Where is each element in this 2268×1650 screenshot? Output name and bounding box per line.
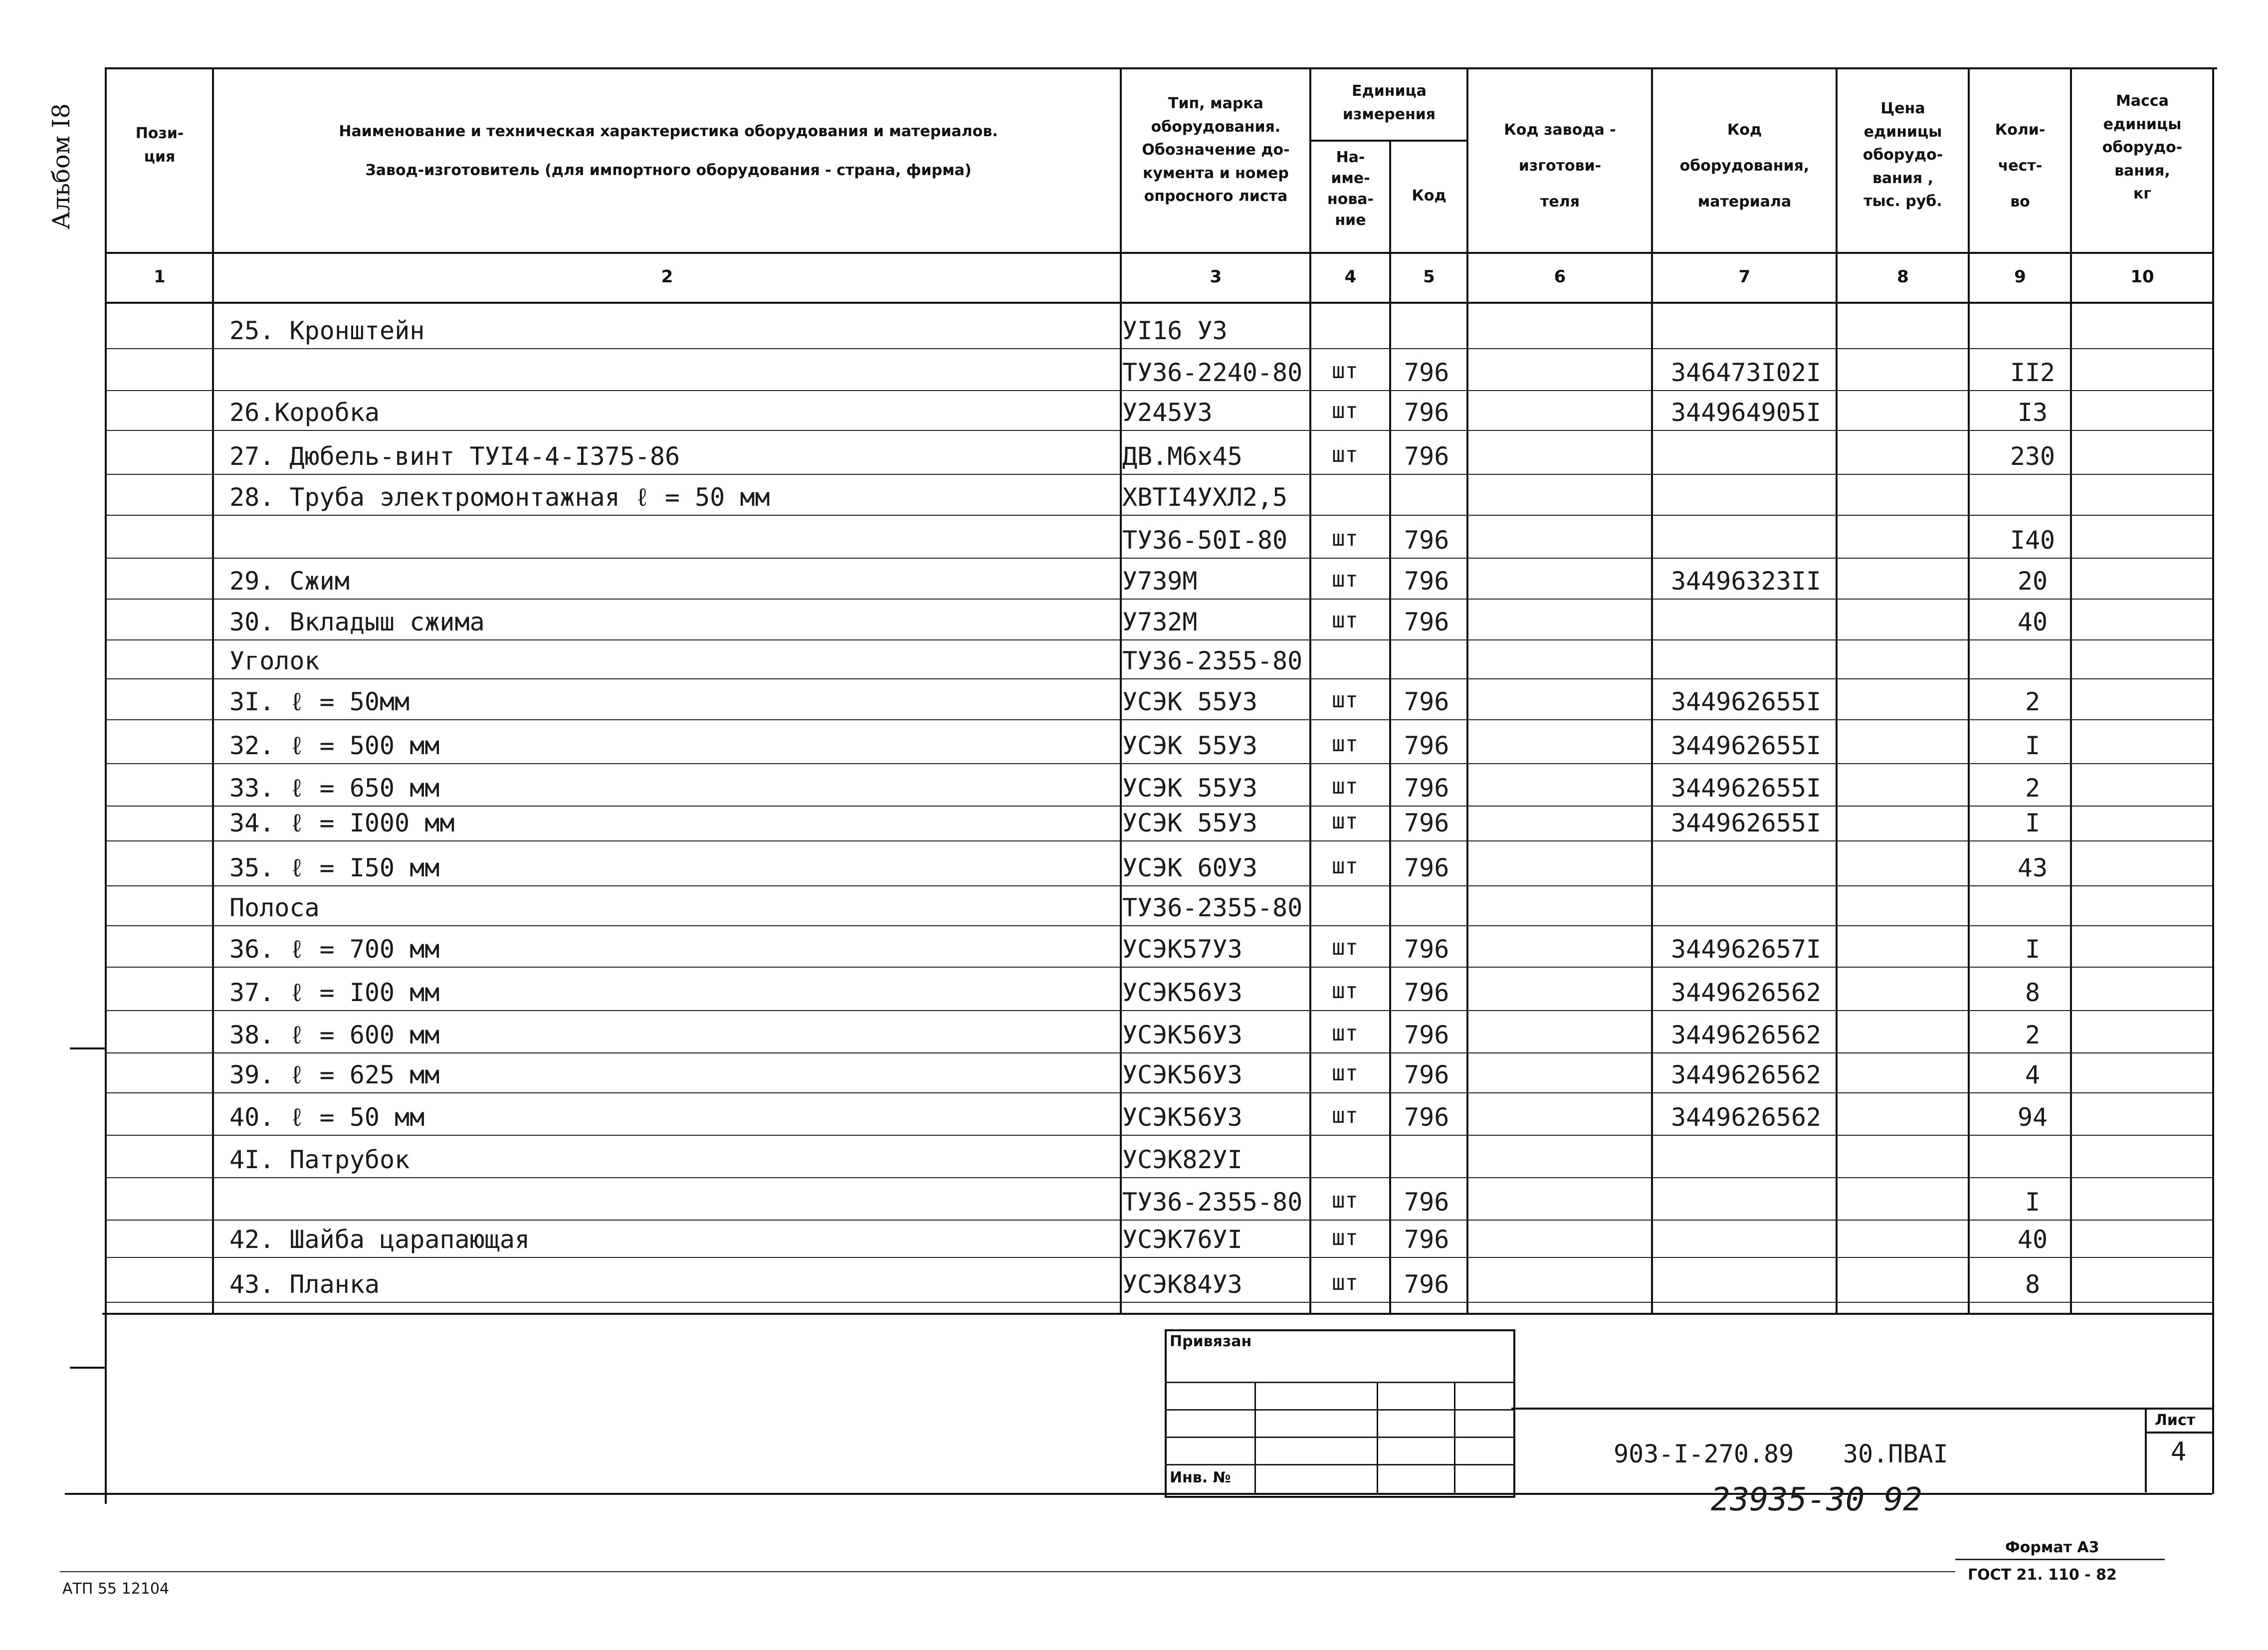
- header-bottom: [105, 252, 2212, 254]
- col-line: [1466, 67, 1468, 1314]
- colnum-6: 6: [1554, 267, 1566, 287]
- gost-label: ГОСТ 21. 110 - 82: [1968, 1566, 2117, 1584]
- colnum-2: 2: [661, 267, 673, 287]
- row-code: 796: [1404, 608, 1449, 636]
- row-name: Уголок: [229, 646, 320, 675]
- row-type: У732М: [1122, 608, 1198, 636]
- col-line: [1309, 67, 1311, 1314]
- row-unit: шт: [1332, 1225, 1358, 1250]
- row-unit: шт: [1332, 853, 1358, 879]
- row-code: 796: [1404, 809, 1449, 837]
- row-divider: [105, 840, 2212, 841]
- stamp-line: [1165, 1464, 1513, 1465]
- stamp-line: [1165, 1382, 1513, 1383]
- row-name: 43. Планка: [229, 1270, 380, 1299]
- colnum-3: 3: [1210, 267, 1222, 287]
- row-mat: 344962655I: [1671, 809, 1822, 837]
- row-name: 36. ℓ = 700 мм: [229, 935, 440, 964]
- col-line: [2070, 67, 2072, 1314]
- header-unit-name: На- име- нова- ние: [1327, 149, 1374, 229]
- row-divider: [105, 599, 2212, 600]
- doc-suffix: 30.ПВАI: [1843, 1440, 1948, 1468]
- row-divider: [105, 1052, 2212, 1053]
- col-line: [1968, 67, 1970, 1314]
- row-divider: [105, 885, 2212, 886]
- doc-code: 903-I-270.89: [1614, 1440, 1794, 1468]
- row-qty: 2: [2025, 687, 2041, 716]
- row-code: 796: [1404, 1021, 1449, 1049]
- row-divider: [105, 1220, 2212, 1221]
- row-unit: шт: [1332, 1188, 1358, 1213]
- row-name: 37. ℓ = I00 мм: [229, 978, 440, 1007]
- row-mat: 3449626562: [1671, 1103, 1822, 1132]
- row-type: У245УЗ: [1122, 398, 1213, 427]
- row-qty: 4: [2025, 1060, 2041, 1089]
- row-divider: [105, 639, 2212, 640]
- row-qty: 43: [2017, 853, 2048, 882]
- colnum-7: 7: [1738, 267, 1751, 287]
- row-code: 796: [1404, 1270, 1449, 1299]
- row-code: 796: [1404, 398, 1449, 427]
- row-qty: 20: [2017, 567, 2048, 596]
- row-code: 796: [1404, 1225, 1449, 1254]
- row-unit: шт: [1332, 398, 1358, 423]
- row-unit: шт: [1332, 978, 1358, 1004]
- col-line: [1389, 140, 1391, 1314]
- row-type: УСЭК57УЗ: [1122, 935, 1242, 964]
- stamp-inv: Инв. №: [1170, 1469, 1231, 1486]
- row-name: 38. ℓ = 600 мм: [229, 1021, 440, 1049]
- row-qty: 94: [2017, 1103, 2048, 1132]
- row-name: 33. ℓ = 650 мм: [229, 774, 440, 803]
- row-type: ТУ36-2355-80: [1122, 893, 1303, 922]
- row-unit: шт: [1332, 809, 1358, 834]
- row-type: УСЭК56УЗ: [1122, 978, 1242, 1007]
- row-unit: шт: [1332, 687, 1358, 713]
- sheet-box-left: [2145, 1408, 2147, 1492]
- row-divider: [105, 348, 2212, 349]
- row-qty: I: [2025, 1188, 2041, 1217]
- row-code: 796: [1404, 1060, 1449, 1089]
- row-divider: [105, 967, 2212, 968]
- sheet-label: Лист: [2155, 1412, 2196, 1429]
- colnum-5: 5: [1423, 267, 1435, 287]
- bottom-left-code: АТП 55 12104: [62, 1580, 170, 1598]
- row-code: 796: [1404, 526, 1449, 555]
- row-type: УСЭК 55УЗ: [1122, 774, 1257, 803]
- row-mat: 3449626562: [1671, 978, 1822, 1007]
- row-divider: [105, 1135, 2212, 1136]
- row-mat: 346473I02I: [1671, 358, 1822, 387]
- row-mat: 344962655I: [1671, 774, 1822, 803]
- row-unit: шт: [1332, 1270, 1358, 1295]
- row-type: УСЭК56УЗ: [1122, 1021, 1242, 1049]
- header-name: Наименование и техническая характеристика оборудования и материалов. Завод-изготовитель (для импортного оборудования - страна, фирма): [339, 123, 998, 179]
- row-unit: шт: [1332, 1021, 1358, 1046]
- title-top: [1511, 1408, 2212, 1410]
- row-unit: шт: [1332, 442, 1358, 467]
- header-type: Тип, марка оборудования. Обозначение до- кумента и номер опросного листа: [1142, 95, 1290, 205]
- row-name: 32. ℓ = 500 мм: [229, 731, 440, 760]
- album-label: Альбом I8: [47, 103, 75, 229]
- row-unit: шт: [1332, 567, 1358, 592]
- row-name: 34. ℓ = I000 мм: [229, 809, 455, 837]
- frame-right: [2212, 67, 2214, 1494]
- row-qty: I40: [2010, 526, 2056, 555]
- row-qty: I: [2025, 809, 2041, 837]
- row-type: УI16 УЗ: [1122, 316, 1228, 345]
- row-type: ХВТI4УХЛ2,5: [1122, 483, 1288, 512]
- row-name: 39. ℓ = 625 мм: [229, 1060, 440, 1089]
- row-divider: [105, 430, 2212, 431]
- colnum-1: 1: [154, 267, 166, 287]
- row-name: 29. Сжим: [229, 567, 350, 596]
- row-mat: 344962655I: [1671, 731, 1822, 760]
- colnum-10: 10: [2130, 267, 2154, 287]
- row-type: УСЭК 55УЗ: [1122, 687, 1257, 716]
- row-unit: шт: [1332, 935, 1358, 960]
- row-divider: [105, 1177, 2212, 1178]
- row-type: ТУ36-2240-80: [1122, 358, 1303, 387]
- row-divider: [105, 1302, 2212, 1303]
- header-material-code: Код оборудования, материала: [1679, 121, 1810, 210]
- row-code: 796: [1404, 1103, 1449, 1132]
- row-name: Полоса: [229, 893, 320, 922]
- colnum-9: 9: [2014, 267, 2026, 287]
- frame-left: [105, 67, 107, 1504]
- row-qty: 40: [2017, 1225, 2048, 1254]
- row-divider: [105, 515, 2212, 516]
- row-code: 796: [1404, 853, 1449, 882]
- sheet-number: 4: [2171, 1437, 2187, 1467]
- row-type: УСЭК76УI: [1122, 1225, 1242, 1254]
- colnum-8: 8: [1897, 267, 1909, 287]
- row-type: ТУ36-2355-80: [1122, 646, 1303, 675]
- row-code: 796: [1404, 358, 1449, 387]
- row-name: 25. Кронштейн: [229, 316, 425, 345]
- row-code: 796: [1404, 935, 1449, 964]
- row-type: ДВ.М6х45: [1122, 442, 1242, 471]
- bottom-line: [60, 1571, 1955, 1572]
- stamp-col: [1454, 1382, 1455, 1494]
- row-mat: 344964905I: [1671, 398, 1822, 427]
- frame-top: [105, 67, 2217, 69]
- row-divider: [105, 719, 2212, 720]
- row-name: 27. Дюбель-винт ТУI4-4-I375-86: [229, 442, 680, 471]
- header-mass: Масса единицы оборудо- вания, кг: [2102, 92, 2183, 203]
- row-code: 796: [1404, 442, 1449, 471]
- row-divider: [105, 1092, 2212, 1093]
- header-price: Цена единицы оборудо- вания , тыс. руб.: [1862, 100, 1943, 210]
- row-name: 30. Вкладыш сжима: [229, 608, 485, 636]
- stamp-col: [1254, 1382, 1256, 1494]
- row-mat: 3449626562: [1671, 1060, 1822, 1089]
- row-type: УСЭК56УЗ: [1122, 1103, 1242, 1132]
- format-label: Формат А3: [2005, 1539, 2099, 1556]
- row-unit: шт: [1332, 1103, 1358, 1128]
- sheet-box-mid: [2145, 1432, 2212, 1434]
- row-code: 796: [1404, 731, 1449, 760]
- col-line: [1836, 67, 1838, 1314]
- margin-tick: [70, 1047, 105, 1049]
- row-type: УСЭК84УЗ: [1122, 1270, 1242, 1299]
- row-name: 28. Труба электромонтажная ℓ = 50 мм: [229, 483, 770, 512]
- row-divider: [105, 806, 2212, 807]
- row-code: 796: [1404, 567, 1449, 596]
- stamp-col: [1377, 1382, 1378, 1494]
- row-qty: I: [2025, 935, 2041, 964]
- numbers-bottom: [105, 302, 2212, 304]
- row-unit: шт: [1332, 358, 1358, 384]
- row-unit: шт: [1332, 608, 1358, 633]
- row-unit: шт: [1332, 1060, 1358, 1086]
- row-qty: I3: [2017, 398, 2048, 427]
- header-quantity: Коли- чест- во: [1995, 121, 2046, 210]
- row-qty: I: [2025, 731, 2041, 760]
- col-line: [1651, 67, 1653, 1314]
- header-position: Пози- ция: [135, 125, 184, 166]
- row-mat: 34496323II: [1671, 567, 1822, 596]
- row-unit: шт: [1332, 731, 1358, 757]
- row-type: УСЭК 55УЗ: [1122, 809, 1257, 837]
- row-qty: 8: [2025, 978, 2041, 1007]
- row-type: УСЭК56УЗ: [1122, 1060, 1242, 1089]
- row-code: 796: [1404, 774, 1449, 803]
- row-mat: 344962657I: [1671, 935, 1822, 964]
- row-type: УСЭК 55УЗ: [1122, 731, 1257, 760]
- row-name: 35. ℓ = I50 мм: [229, 853, 440, 882]
- row-qty: II2: [2010, 358, 2056, 387]
- header-unit-code: Код: [1412, 187, 1446, 205]
- row-name: 40. ℓ = 50 мм: [229, 1103, 425, 1132]
- stamp-line: [1165, 1437, 1513, 1438]
- col-line: [212, 67, 214, 1314]
- table-bottom: [102, 1313, 2212, 1315]
- row-code: 796: [1404, 687, 1449, 716]
- row-name: 26.Коробка: [229, 398, 380, 427]
- row-qty: 40: [2017, 608, 2048, 636]
- row-type: ТУ36-50I-80: [1122, 526, 1288, 555]
- row-type: УСЭК82УI: [1122, 1145, 1242, 1174]
- row-divider: [105, 558, 2212, 559]
- row-type: У739М: [1122, 567, 1198, 596]
- row-mat: 3449626562: [1671, 1021, 1822, 1049]
- row-name: 3I. ℓ = 50мм: [229, 687, 410, 716]
- row-unit: шт: [1332, 526, 1358, 551]
- colnum-4: 4: [1344, 267, 1357, 287]
- row-qty: 2: [2025, 1021, 2041, 1049]
- row-unit: шт: [1332, 774, 1358, 799]
- handwritten-number: 23935-30 92: [1711, 1481, 1922, 1518]
- row-type: УСЭК 60УЗ: [1122, 853, 1257, 882]
- row-divider: [105, 925, 2212, 926]
- row-name: 42. Шайба царапающая: [229, 1225, 530, 1254]
- unit-sub-line: [1309, 140, 1466, 142]
- row-qty: 8: [2025, 1270, 2041, 1299]
- row-qty: 230: [2010, 442, 2056, 471]
- col-line: [1120, 67, 1122, 1314]
- row-divider: [105, 678, 2212, 679]
- row-divider: [105, 1257, 2212, 1258]
- header-factory-code: Код завода - изготови- теля: [1504, 121, 1616, 210]
- row-name: 4I. Патрубок: [229, 1145, 410, 1174]
- stamp-line: [1165, 1409, 1513, 1411]
- margin-tick: [70, 1367, 105, 1369]
- stamp-privyazan: Привязан: [1170, 1333, 1252, 1350]
- row-divider: [105, 474, 2212, 475]
- row-code: 796: [1404, 1188, 1449, 1217]
- row-mat: 344962655I: [1671, 687, 1822, 716]
- row-divider: [105, 1010, 2212, 1011]
- header-unit-group: Единица измерения: [1342, 82, 1436, 123]
- row-type: ТУ36-2355-80: [1122, 1188, 1303, 1217]
- row-divider: [105, 763, 2212, 764]
- row-qty: 2: [2025, 774, 2041, 803]
- row-code: 796: [1404, 978, 1449, 1007]
- format-line: [1955, 1559, 2165, 1560]
- row-divider: [105, 390, 2212, 391]
